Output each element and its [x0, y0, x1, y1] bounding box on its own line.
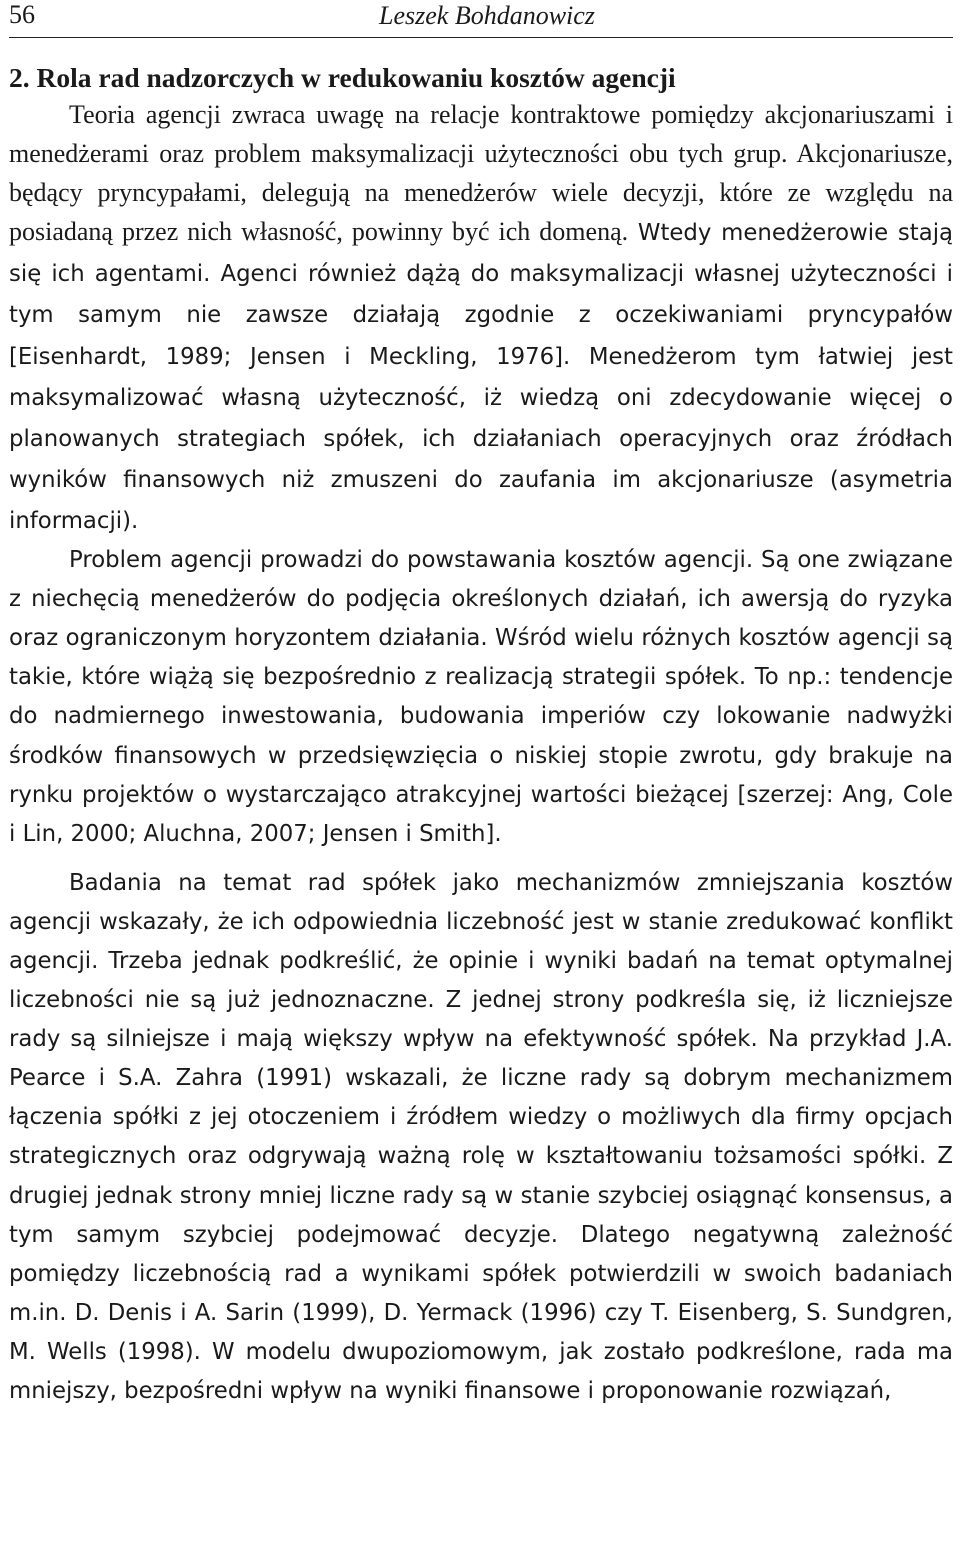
paragraph-1-part-a: Teoria agencji zwraca uwagę na relacje kontraktowe pomiędzy akcjonariuszami i menedżerami oraz problem maksymalizacji użyteczności obu tych grup. Akcjonariusze, będący pryncypałami, delegują na menedżerów wiele decyzji, które ze względu na posiadaną przez nich własność, powinny być ich domeną. — [9, 100, 953, 247]
document-page — [9, 0, 953, 1411]
section-heading: 2. Rola rad nadzorczych w redukowaniu kosztów agencji — [9, 62, 676, 93]
paragraph-2: Problem agencji prowadzi do powstawania kosztów agencji. Są one związane z niechęcią menedżerów do podjęcia określonych działań, ich awersją do ryzyka oraz ograniczonym horyzontem działania. Wśród wielu różnych kosztów agencji są takie, które wiążą się bezpośrednio z realizacją strategii spółek. To np.: tendencje do nadmiernego inwestowania, budowania imperiów czy lokowanie nadwyżki środków finansowych w przedsięwzięcia o niskiej stopie zwrotu, gdy brakuje na rynku projektów o wystarczająco atrakcyjnej wartości bieżącej [szerzej: Ang, Cole i Lin, 2000; Aluchna, 2007; Jensen i Smith]. — [9, 547, 953, 847]
running-author: Leszek Bohdanowicz — [379, 1, 595, 30]
running-header — [9, 0, 953, 34]
paragraph-gap — [9, 854, 953, 864]
header-rule — [9, 37, 953, 38]
body-text — [9, 95, 953, 1411]
paragraph-3: Badania na temat rad spółek jako mechanizmów zmniejszania kosztów agencji wskazały, że ich odpowiednia liczebność jest w stanie zredukować konflikt agencji. Trzeba jednak podkreślić, że opinie i wyniki badań na temat optymalnej liczebności nie są już jednoznaczne. Z jednej strony podkreśla się, iż liczniejsze rady są silniejsze i mają większy wpływ na efektywność spółek. Na przykład J.A. Pearce i S.A. Zahra (1991) wskazali, że liczne rady są dobrym mechanizmem łączenia spółki z jej otoczeniem i źródłem wiedzy o możliwych dla firmy opcjach strategicznych oraz odgrywają ważną rolę w kształtowaniu tożsamości spółki. Z drugiej jednak strony mniej liczne rady są w stanie szybciej osiągnąć konsensus, a tym samym szybciej podejmować decyzje. Dlatego negatywną zależność pomiędzy liczebnością rad a wynikami spółek potwierdzili w swoich badaniach m.in. D. Denis i A. Sarin (1999), D. Yermack (1996) czy T. Eisenberg, S. Sundgren, M. Wells (1998). W modelu dwupoziomowym, jak zostało podkreślone, rada ma mniejszy, bezpośredni wpływ na wyniki finansowe i proponowanie rozwiązań, — [9, 869, 953, 1404]
paragraph-1-part-b: Wtedy menedżerowie stają się ich agentami. Agenci również dążą do maksymalizacji własnej użyteczności i tym samym nie zawsze działają zgodnie z oczekiwaniami pryncypałów [Eisenhardt, 1989; Jensen i Meckling, 1976]. Menedżerom tym łatwiej jest maksymalizować własną użyteczność, iż wiedzą oni zdecydowanie więcej o planowanych strategiach spółek, ich działaniach operacyjnych oraz źródłach wyników finansowych niż zmuszeni do zaufania im akcjonariusze (asymetria informacji). — [9, 220, 953, 534]
page-number: 56 — [9, 0, 35, 29]
paragraph-1 — [9, 95, 953, 541]
